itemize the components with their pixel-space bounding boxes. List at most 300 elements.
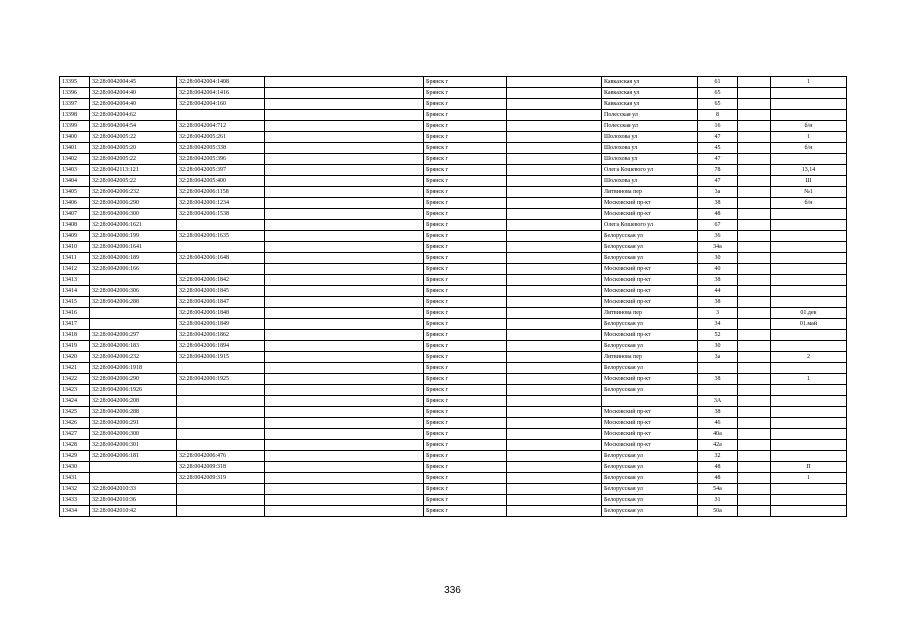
table-row bbox=[60, 154, 847, 165]
cadastral-number-object-cell: 32:28:0042006:1925 bbox=[177, 374, 265, 385]
blank-column-3-cell bbox=[738, 484, 771, 495]
cadastral-number-object-cell bbox=[177, 429, 265, 440]
street-cell: Московский пр-кт bbox=[602, 418, 698, 429]
blank-column-cell bbox=[265, 374, 424, 385]
blank-column-3-cell bbox=[738, 396, 771, 407]
street-cell: Олега Кошевого ул bbox=[602, 220, 698, 231]
cadastral-number-parcel-cell: 32:28:0042004:40 bbox=[90, 99, 177, 110]
city-cell: Брянск г bbox=[424, 297, 507, 308]
blank-column-cell bbox=[265, 506, 424, 517]
cadastral-number-parcel-cell: 32:28:0042006:1621 bbox=[90, 220, 177, 231]
street-cell: Кавказская ул bbox=[602, 88, 698, 99]
row-number-cell: 13415 bbox=[60, 297, 90, 308]
city-cell: Брянск г bbox=[424, 495, 507, 506]
cadastral-number-object-cell: 32:28:0042006:1158 bbox=[177, 187, 265, 198]
table-row bbox=[60, 418, 847, 429]
house-number-cell: 78 bbox=[698, 165, 738, 176]
blank-column-2-cell bbox=[507, 495, 602, 506]
cadastral-number-parcel-cell: 32:28:0042004:62 bbox=[90, 110, 177, 121]
city-cell: Брянск г bbox=[424, 110, 507, 121]
row-number-cell: 13404 bbox=[60, 176, 90, 187]
suffix-cell bbox=[771, 495, 847, 506]
blank-column-cell bbox=[265, 275, 424, 286]
cadastral-number-parcel-cell: 32:28:0042004:54 bbox=[90, 121, 177, 132]
suffix-cell: 01.дек bbox=[771, 308, 847, 319]
cadastral-number-parcel-cell: 32:28:0042006:189 bbox=[90, 253, 177, 264]
house-number-cell: 40а bbox=[698, 429, 738, 440]
cadastral-number-object-cell bbox=[177, 495, 265, 506]
blank-column-cell bbox=[265, 407, 424, 418]
street-cell: Белорусская ул bbox=[602, 253, 698, 264]
street-cell: Белорусская ул bbox=[602, 242, 698, 253]
city-cell: Брянск г bbox=[424, 396, 507, 407]
house-number-cell: 32 bbox=[698, 451, 738, 462]
street-cell: Кавказская ул bbox=[602, 99, 698, 110]
cadastral-number-parcel-cell: 32:28:0042006:288 bbox=[90, 297, 177, 308]
cadastral-number-object-cell: 32:28:0042006:1234 bbox=[177, 198, 265, 209]
blank-column-cell bbox=[265, 198, 424, 209]
blank-column-2-cell bbox=[507, 440, 602, 451]
blank-column-3-cell bbox=[738, 187, 771, 198]
table-row bbox=[60, 462, 847, 473]
suffix-cell bbox=[771, 253, 847, 264]
table-row bbox=[60, 385, 847, 396]
table-row bbox=[60, 297, 847, 308]
cadastral-number-parcel-cell: 32:28:0042006:181 bbox=[90, 451, 177, 462]
cadastral-number-parcel-cell: 32:28:0042006:1641 bbox=[90, 242, 177, 253]
house-number-cell: 65 bbox=[698, 88, 738, 99]
blank-column-2-cell bbox=[507, 187, 602, 198]
blank-column-2-cell bbox=[507, 297, 602, 308]
suffix-cell bbox=[771, 231, 847, 242]
cadastral-number-parcel-cell: 32:28:0042113:121 bbox=[90, 165, 177, 176]
blank-column-cell bbox=[265, 165, 424, 176]
house-number-cell bbox=[698, 385, 738, 396]
suffix-cell: Ш bbox=[771, 176, 847, 187]
cadastral-number-object-cell: 32:28:0042006:1845 bbox=[177, 286, 265, 297]
table-row bbox=[60, 451, 847, 462]
suffix-cell bbox=[771, 385, 847, 396]
row-number-cell: 13412 bbox=[60, 264, 90, 275]
cadastral-number-object-cell: 32:28:0042005:397 bbox=[177, 165, 265, 176]
city-cell: Брянск г bbox=[424, 187, 507, 198]
row-number-cell: 13399 bbox=[60, 121, 90, 132]
blank-column-2-cell bbox=[507, 330, 602, 341]
city-cell: Брянск г bbox=[424, 286, 507, 297]
cadastral-number-object-cell: 32:28:0042006:1648 bbox=[177, 253, 265, 264]
street-cell: Московский пр-кт bbox=[602, 198, 698, 209]
blank-column-2-cell bbox=[507, 352, 602, 363]
cadastral-number-object-cell bbox=[177, 396, 265, 407]
blank-column-cell bbox=[265, 253, 424, 264]
blank-column-3-cell bbox=[738, 319, 771, 330]
suffix-cell bbox=[771, 297, 847, 308]
blank-column-3-cell bbox=[738, 506, 771, 517]
registry-table bbox=[59, 76, 847, 517]
blank-column-cell bbox=[265, 352, 424, 363]
table-row bbox=[60, 407, 847, 418]
row-number-cell: 13411 bbox=[60, 253, 90, 264]
cadastral-number-object-cell: 32:28:0042009:318 bbox=[177, 462, 265, 473]
table-row bbox=[60, 396, 847, 407]
cadastral-number-object-cell: 32:28:0042006:1848 bbox=[177, 308, 265, 319]
blank-column-cell bbox=[265, 363, 424, 374]
suffix-cell: 1 bbox=[771, 374, 847, 385]
city-cell: Брянск г bbox=[424, 176, 507, 187]
cadastral-number-object-cell: 32:28:0042006:1915 bbox=[177, 352, 265, 363]
blank-column-3-cell bbox=[738, 77, 771, 88]
blank-column-3-cell bbox=[738, 209, 771, 220]
row-number-cell: 13414 bbox=[60, 286, 90, 297]
cadastral-number-object-cell: 32:28:0042005:400 bbox=[177, 176, 265, 187]
city-cell: Брянск г bbox=[424, 451, 507, 462]
table-row bbox=[60, 429, 847, 440]
row-number-cell: 13424 bbox=[60, 396, 90, 407]
blank-column-3-cell bbox=[738, 297, 771, 308]
row-number-cell: 13428 bbox=[60, 440, 90, 451]
suffix-cell bbox=[771, 110, 847, 121]
blank-column-cell bbox=[265, 242, 424, 253]
cadastral-number-object-cell: 32:28:0042006:476 bbox=[177, 451, 265, 462]
street-cell: Белорусская ул bbox=[602, 231, 698, 242]
blank-column-2-cell bbox=[507, 407, 602, 418]
cadastral-number-parcel-cell: 32:28:0042006:166 bbox=[90, 264, 177, 275]
blank-column-3-cell bbox=[738, 451, 771, 462]
table-row bbox=[60, 374, 847, 385]
house-number-cell: 30 bbox=[698, 341, 738, 352]
cadastral-number-object-cell bbox=[177, 264, 265, 275]
blank-column-3-cell bbox=[738, 231, 771, 242]
street-cell: Шолохова ул bbox=[602, 143, 698, 154]
suffix-cell bbox=[771, 209, 847, 220]
blank-column-cell bbox=[265, 462, 424, 473]
row-number-cell: 13430 bbox=[60, 462, 90, 473]
row-number-cell: 13429 bbox=[60, 451, 90, 462]
blank-column-2-cell bbox=[507, 231, 602, 242]
blank-column-3-cell bbox=[738, 143, 771, 154]
row-number-cell: 13406 bbox=[60, 198, 90, 209]
house-number-cell: 38 bbox=[698, 275, 738, 286]
row-number-cell: 13408 bbox=[60, 220, 90, 231]
blank-column-2-cell bbox=[507, 374, 602, 385]
city-cell: Брянск г bbox=[424, 231, 507, 242]
row-number-cell: 13403 bbox=[60, 165, 90, 176]
blank-column-3-cell bbox=[738, 198, 771, 209]
house-number-cell: 38 bbox=[698, 297, 738, 308]
house-number-cell: 52 bbox=[698, 330, 738, 341]
city-cell: Брянск г bbox=[424, 429, 507, 440]
city-cell: Брянск г bbox=[424, 341, 507, 352]
suffix-cell: 01.май bbox=[771, 319, 847, 330]
row-number-cell: 13433 bbox=[60, 495, 90, 506]
blank-column-2-cell bbox=[507, 132, 602, 143]
street-cell: Белорусская ул bbox=[602, 495, 698, 506]
street-cell: Литвинова пер bbox=[602, 352, 698, 363]
cadastral-number-object-cell bbox=[177, 484, 265, 495]
blank-column-3-cell bbox=[738, 429, 771, 440]
house-number-cell: 36 bbox=[698, 231, 738, 242]
house-number-cell: 40 bbox=[698, 264, 738, 275]
blank-column-cell bbox=[265, 396, 424, 407]
city-cell: Брянск г bbox=[424, 363, 507, 374]
suffix-cell bbox=[771, 242, 847, 253]
blank-column-2-cell bbox=[507, 88, 602, 99]
suffix-cell bbox=[771, 451, 847, 462]
table-row bbox=[60, 88, 847, 99]
house-number-cell: 47 bbox=[698, 132, 738, 143]
cadastral-number-object-cell: 32:28:0042005:396 bbox=[177, 154, 265, 165]
table-row bbox=[60, 352, 847, 363]
blank-column-2-cell bbox=[507, 77, 602, 88]
cadastral-number-object-cell bbox=[177, 110, 265, 121]
cadastral-number-parcel-cell: 32:28:0042006:300 bbox=[90, 429, 177, 440]
city-cell: Брянск г bbox=[424, 385, 507, 396]
blank-column-3-cell bbox=[738, 308, 771, 319]
city-cell: Брянск г bbox=[424, 275, 507, 286]
cadastral-number-object-cell bbox=[177, 407, 265, 418]
cadastral-number-parcel-cell: 32:28:0042006:208 bbox=[90, 396, 177, 407]
row-number-cell: 13397 bbox=[60, 99, 90, 110]
cadastral-number-object-cell: 32:28:0042006:1538 bbox=[177, 209, 265, 220]
blank-column-3-cell bbox=[738, 264, 771, 275]
table-row bbox=[60, 440, 847, 451]
house-number-cell: 44 bbox=[698, 286, 738, 297]
street-cell: Литвинова пер bbox=[602, 308, 698, 319]
table-row bbox=[60, 99, 847, 110]
blank-column-cell bbox=[265, 187, 424, 198]
house-number-cell: 54а bbox=[698, 484, 738, 495]
row-number-cell: 13405 bbox=[60, 187, 90, 198]
street-cell bbox=[602, 396, 698, 407]
city-cell: Брянск г bbox=[424, 352, 507, 363]
cadastral-number-object-cell: 32:28:0042006:1894 bbox=[177, 341, 265, 352]
house-number-cell: 30 bbox=[698, 253, 738, 264]
blank-column-cell bbox=[265, 110, 424, 121]
row-number-cell: 13416 bbox=[60, 308, 90, 319]
blank-column-2-cell bbox=[507, 242, 602, 253]
row-number-cell: 13418 bbox=[60, 330, 90, 341]
blank-column-2-cell bbox=[507, 275, 602, 286]
cadastral-number-object-cell bbox=[177, 242, 265, 253]
street-cell: Шолохова ул bbox=[602, 132, 698, 143]
blank-column-2-cell bbox=[507, 506, 602, 517]
table-row bbox=[60, 495, 847, 506]
blank-column-2-cell bbox=[507, 396, 602, 407]
cadastral-number-parcel-cell: 32:28:0042010:42 bbox=[90, 506, 177, 517]
house-number-cell: 34 bbox=[698, 319, 738, 330]
table-row bbox=[60, 264, 847, 275]
blank-column-3-cell bbox=[738, 253, 771, 264]
house-number-cell: 50а bbox=[698, 506, 738, 517]
blank-column-2-cell bbox=[507, 264, 602, 275]
suffix-cell bbox=[771, 88, 847, 99]
table-row bbox=[60, 143, 847, 154]
cadastral-number-object-cell bbox=[177, 220, 265, 231]
row-number-cell: 13421 bbox=[60, 363, 90, 374]
house-number-cell: 8 bbox=[698, 110, 738, 121]
house-number-cell: 47 bbox=[698, 176, 738, 187]
street-cell: Олега Кошевого ул bbox=[602, 165, 698, 176]
blank-column-3-cell bbox=[738, 121, 771, 132]
city-cell: Брянск г bbox=[424, 165, 507, 176]
page-number: 336 bbox=[444, 585, 461, 596]
blank-column-cell bbox=[265, 176, 424, 187]
blank-column-2-cell bbox=[507, 462, 602, 473]
blank-column-cell bbox=[265, 77, 424, 88]
cadastral-number-parcel-cell: 32:28:0042005:20 bbox=[90, 143, 177, 154]
house-number-cell: 3а bbox=[698, 187, 738, 198]
cadastral-number-object-cell: 32:28:0042009:319 bbox=[177, 473, 265, 484]
street-cell: Московский пр-кт bbox=[602, 209, 698, 220]
house-number-cell: 34а bbox=[698, 242, 738, 253]
blank-column-2-cell bbox=[507, 143, 602, 154]
suffix-cell: 1 bbox=[771, 132, 847, 143]
cadastral-number-object-cell: 32:28:0042005:261 bbox=[177, 132, 265, 143]
suffix-cell bbox=[771, 330, 847, 341]
street-cell: Белорусская ул bbox=[602, 462, 698, 473]
table-row bbox=[60, 275, 847, 286]
blank-column-cell bbox=[265, 264, 424, 275]
house-number-cell: 61 bbox=[698, 77, 738, 88]
blank-column-2-cell bbox=[507, 286, 602, 297]
street-cell: Полесская ул bbox=[602, 121, 698, 132]
row-number-cell: 13402 bbox=[60, 154, 90, 165]
city-cell: Брянск г bbox=[424, 506, 507, 517]
blank-column-3-cell bbox=[738, 495, 771, 506]
row-number-cell: 13422 bbox=[60, 374, 90, 385]
city-cell: Брянск г bbox=[424, 319, 507, 330]
street-cell: Кавказская ул bbox=[602, 77, 698, 88]
city-cell: Брянск г bbox=[424, 407, 507, 418]
suffix-cell bbox=[771, 407, 847, 418]
table-row bbox=[60, 165, 847, 176]
city-cell: Брянск г bbox=[424, 440, 507, 451]
cadastral-number-parcel-cell: 32:28:0042005:22 bbox=[90, 176, 177, 187]
cadastral-number-parcel-cell: 32:28:0042006:232 bbox=[90, 352, 177, 363]
blank-column-cell bbox=[265, 99, 424, 110]
suffix-cell bbox=[771, 363, 847, 374]
street-cell: Шолохова ул bbox=[602, 176, 698, 187]
suffix-cell bbox=[771, 286, 847, 297]
blank-column-3-cell bbox=[738, 462, 771, 473]
street-cell: Белорусская ул bbox=[602, 363, 698, 374]
street-cell: Московский пр-кт bbox=[602, 286, 698, 297]
row-number-cell: 13409 bbox=[60, 231, 90, 242]
cadastral-number-object-cell: 32:28:0042006:1849 bbox=[177, 319, 265, 330]
row-number-cell: 13395 bbox=[60, 77, 90, 88]
suffix-cell bbox=[771, 506, 847, 517]
table-row bbox=[60, 484, 847, 495]
blank-column-3-cell bbox=[738, 363, 771, 374]
street-cell: Московский пр-кт bbox=[602, 429, 698, 440]
row-number-cell: 13407 bbox=[60, 209, 90, 220]
house-number-cell: 38 bbox=[698, 198, 738, 209]
suffix-cell bbox=[771, 220, 847, 231]
street-cell: Белорусская ул bbox=[602, 473, 698, 484]
house-number-cell: 45 bbox=[698, 143, 738, 154]
city-cell: Брянск г bbox=[424, 132, 507, 143]
cadastral-number-parcel-cell bbox=[90, 308, 177, 319]
row-number-cell: 13401 bbox=[60, 143, 90, 154]
cadastral-number-parcel-cell: 32:28:0042006:297 bbox=[90, 330, 177, 341]
table-row bbox=[60, 330, 847, 341]
row-number-cell: 13396 bbox=[60, 88, 90, 99]
blank-column-cell bbox=[265, 308, 424, 319]
city-cell: Брянск г bbox=[424, 374, 507, 385]
cadastral-number-parcel-cell bbox=[90, 319, 177, 330]
street-cell: Московский пр-кт bbox=[602, 330, 698, 341]
house-number-cell: 48 bbox=[698, 462, 738, 473]
row-number-cell: 13427 bbox=[60, 429, 90, 440]
table-row bbox=[60, 308, 847, 319]
blank-column-2-cell bbox=[507, 473, 602, 484]
blank-column-cell bbox=[265, 429, 424, 440]
house-number-cell: 42а bbox=[698, 440, 738, 451]
cadastral-number-object-cell: 32:28:0042006:1635 bbox=[177, 231, 265, 242]
blank-column-cell bbox=[265, 231, 424, 242]
cadastral-number-object-cell: 32:28:0042006:1862 bbox=[177, 330, 265, 341]
cadastral-number-parcel-cell: 32:28:0042004:45 bbox=[90, 77, 177, 88]
suffix-cell bbox=[771, 154, 847, 165]
blank-column-cell bbox=[265, 385, 424, 396]
suffix-cell: 1 bbox=[771, 473, 847, 484]
blank-column-3-cell bbox=[738, 110, 771, 121]
blank-column-cell bbox=[265, 220, 424, 231]
street-cell: Полесская ул bbox=[602, 110, 698, 121]
blank-column-2-cell bbox=[507, 308, 602, 319]
row-number-cell: 13400 bbox=[60, 132, 90, 143]
street-cell: Московский пр-кт bbox=[602, 264, 698, 275]
table-row bbox=[60, 319, 847, 330]
street-cell: Белорусская ул bbox=[602, 451, 698, 462]
blank-column-cell bbox=[265, 440, 424, 451]
cadastral-number-object-cell bbox=[177, 506, 265, 517]
registry-table-body bbox=[60, 77, 847, 517]
city-cell: Брянск г bbox=[424, 88, 507, 99]
suffix-cell bbox=[771, 429, 847, 440]
street-cell: Литвинова пер bbox=[602, 187, 698, 198]
suffix-cell: б/н bbox=[771, 143, 847, 154]
row-number-cell: 13431 bbox=[60, 473, 90, 484]
cadastral-number-object-cell: 32:28:0042006:1842 bbox=[177, 275, 265, 286]
cadastral-number-parcel-cell: 32:28:0042006:1926 bbox=[90, 385, 177, 396]
blank-column-3-cell bbox=[738, 440, 771, 451]
blank-column-cell bbox=[265, 132, 424, 143]
blank-column-3-cell bbox=[738, 341, 771, 352]
table-row bbox=[60, 341, 847, 352]
suffix-cell bbox=[771, 484, 847, 495]
cadastral-number-parcel-cell: 32:28:0042005:22 bbox=[90, 154, 177, 165]
cadastral-number-parcel-cell bbox=[90, 275, 177, 286]
street-cell: Белорусская ул bbox=[602, 484, 698, 495]
blank-column-3-cell bbox=[738, 286, 771, 297]
suffix-cell: П bbox=[771, 462, 847, 473]
blank-column-cell bbox=[265, 341, 424, 352]
cadastral-number-object-cell bbox=[177, 418, 265, 429]
cadastral-number-object-cell bbox=[177, 363, 265, 374]
table-row bbox=[60, 473, 847, 484]
city-cell: Брянск г bbox=[424, 308, 507, 319]
suffix-cell: б/н bbox=[771, 198, 847, 209]
house-number-cell: 31 bbox=[698, 495, 738, 506]
blank-column-cell bbox=[265, 154, 424, 165]
city-cell: Брянск г bbox=[424, 242, 507, 253]
blank-column-cell bbox=[265, 330, 424, 341]
cadastral-number-parcel-cell: 32:28:0042006:199 bbox=[90, 231, 177, 242]
suffix-cell bbox=[771, 264, 847, 275]
street-cell: Московский пр-кт bbox=[602, 374, 698, 385]
house-number-cell: 3А bbox=[698, 396, 738, 407]
